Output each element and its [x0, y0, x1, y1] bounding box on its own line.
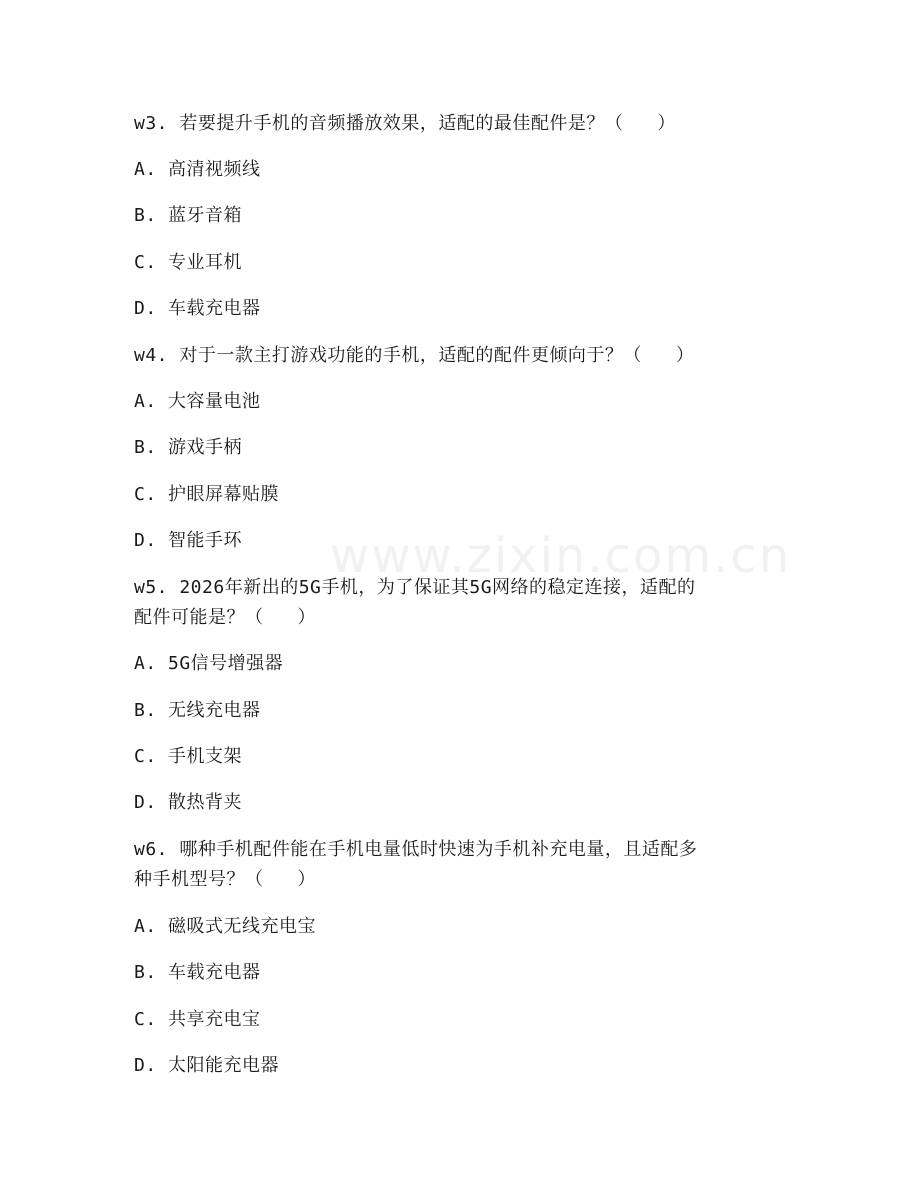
question-w3-stem: w3. 若要提升手机的音频播放效果，适配的最佳配件是？（ ） [134, 113, 676, 134]
question-w6-option-c: C. 共享充电宝 [134, 1009, 261, 1030]
question-w6-stem-line2: 种手机型号？（ ） [134, 869, 317, 890]
question-w5-option-a: A. 5G信号增强器 [134, 653, 284, 674]
question-w4-option-d: D. 智能手环 [134, 530, 243, 551]
question-w4-option-a: A. 大容量电池 [134, 391, 261, 412]
question-w3-option-a: A. 高清视频线 [134, 159, 261, 180]
question-w5-option-c: C. 手机支架 [134, 746, 243, 767]
question-w6-option-a: A. 磁吸式无线充电宝 [134, 916, 317, 937]
question-w6-option-b: B. 车载充电器 [134, 962, 261, 983]
watermark: www.zixin.com.cn [330, 528, 792, 584]
question-w5-stem-line1: w5. 2026年新出的5G手机，为了保证其5G网络的稳定连接，适配的 [134, 577, 696, 598]
question-w6-stem-line1: w6. 哪种手机配件能在手机电量低时快速为手机补充电量，且适配多 [134, 839, 698, 860]
question-w4-stem: w4. 对于一款主打游戏功能的手机，适配的配件更倾向于？（ ） [134, 345, 695, 366]
question-w4-option-b: B. 游戏手柄 [134, 437, 243, 458]
question-w3-option-d: D. 车载充电器 [134, 298, 261, 319]
question-w3-option-c: C. 专业耳机 [134, 252, 243, 273]
question-w5-stem-line2: 配件可能是？（ ） [134, 607, 317, 628]
question-w4-option-c: C. 护眼屏幕贴膜 [134, 484, 280, 505]
question-w5-option-b: B. 无线充电器 [134, 700, 261, 721]
question-w6-option-d: D. 太阳能充电器 [134, 1055, 280, 1076]
question-w5-option-d: D. 散热背夹 [134, 792, 243, 813]
question-w3-option-b: B. 蓝牙音箱 [134, 205, 243, 226]
